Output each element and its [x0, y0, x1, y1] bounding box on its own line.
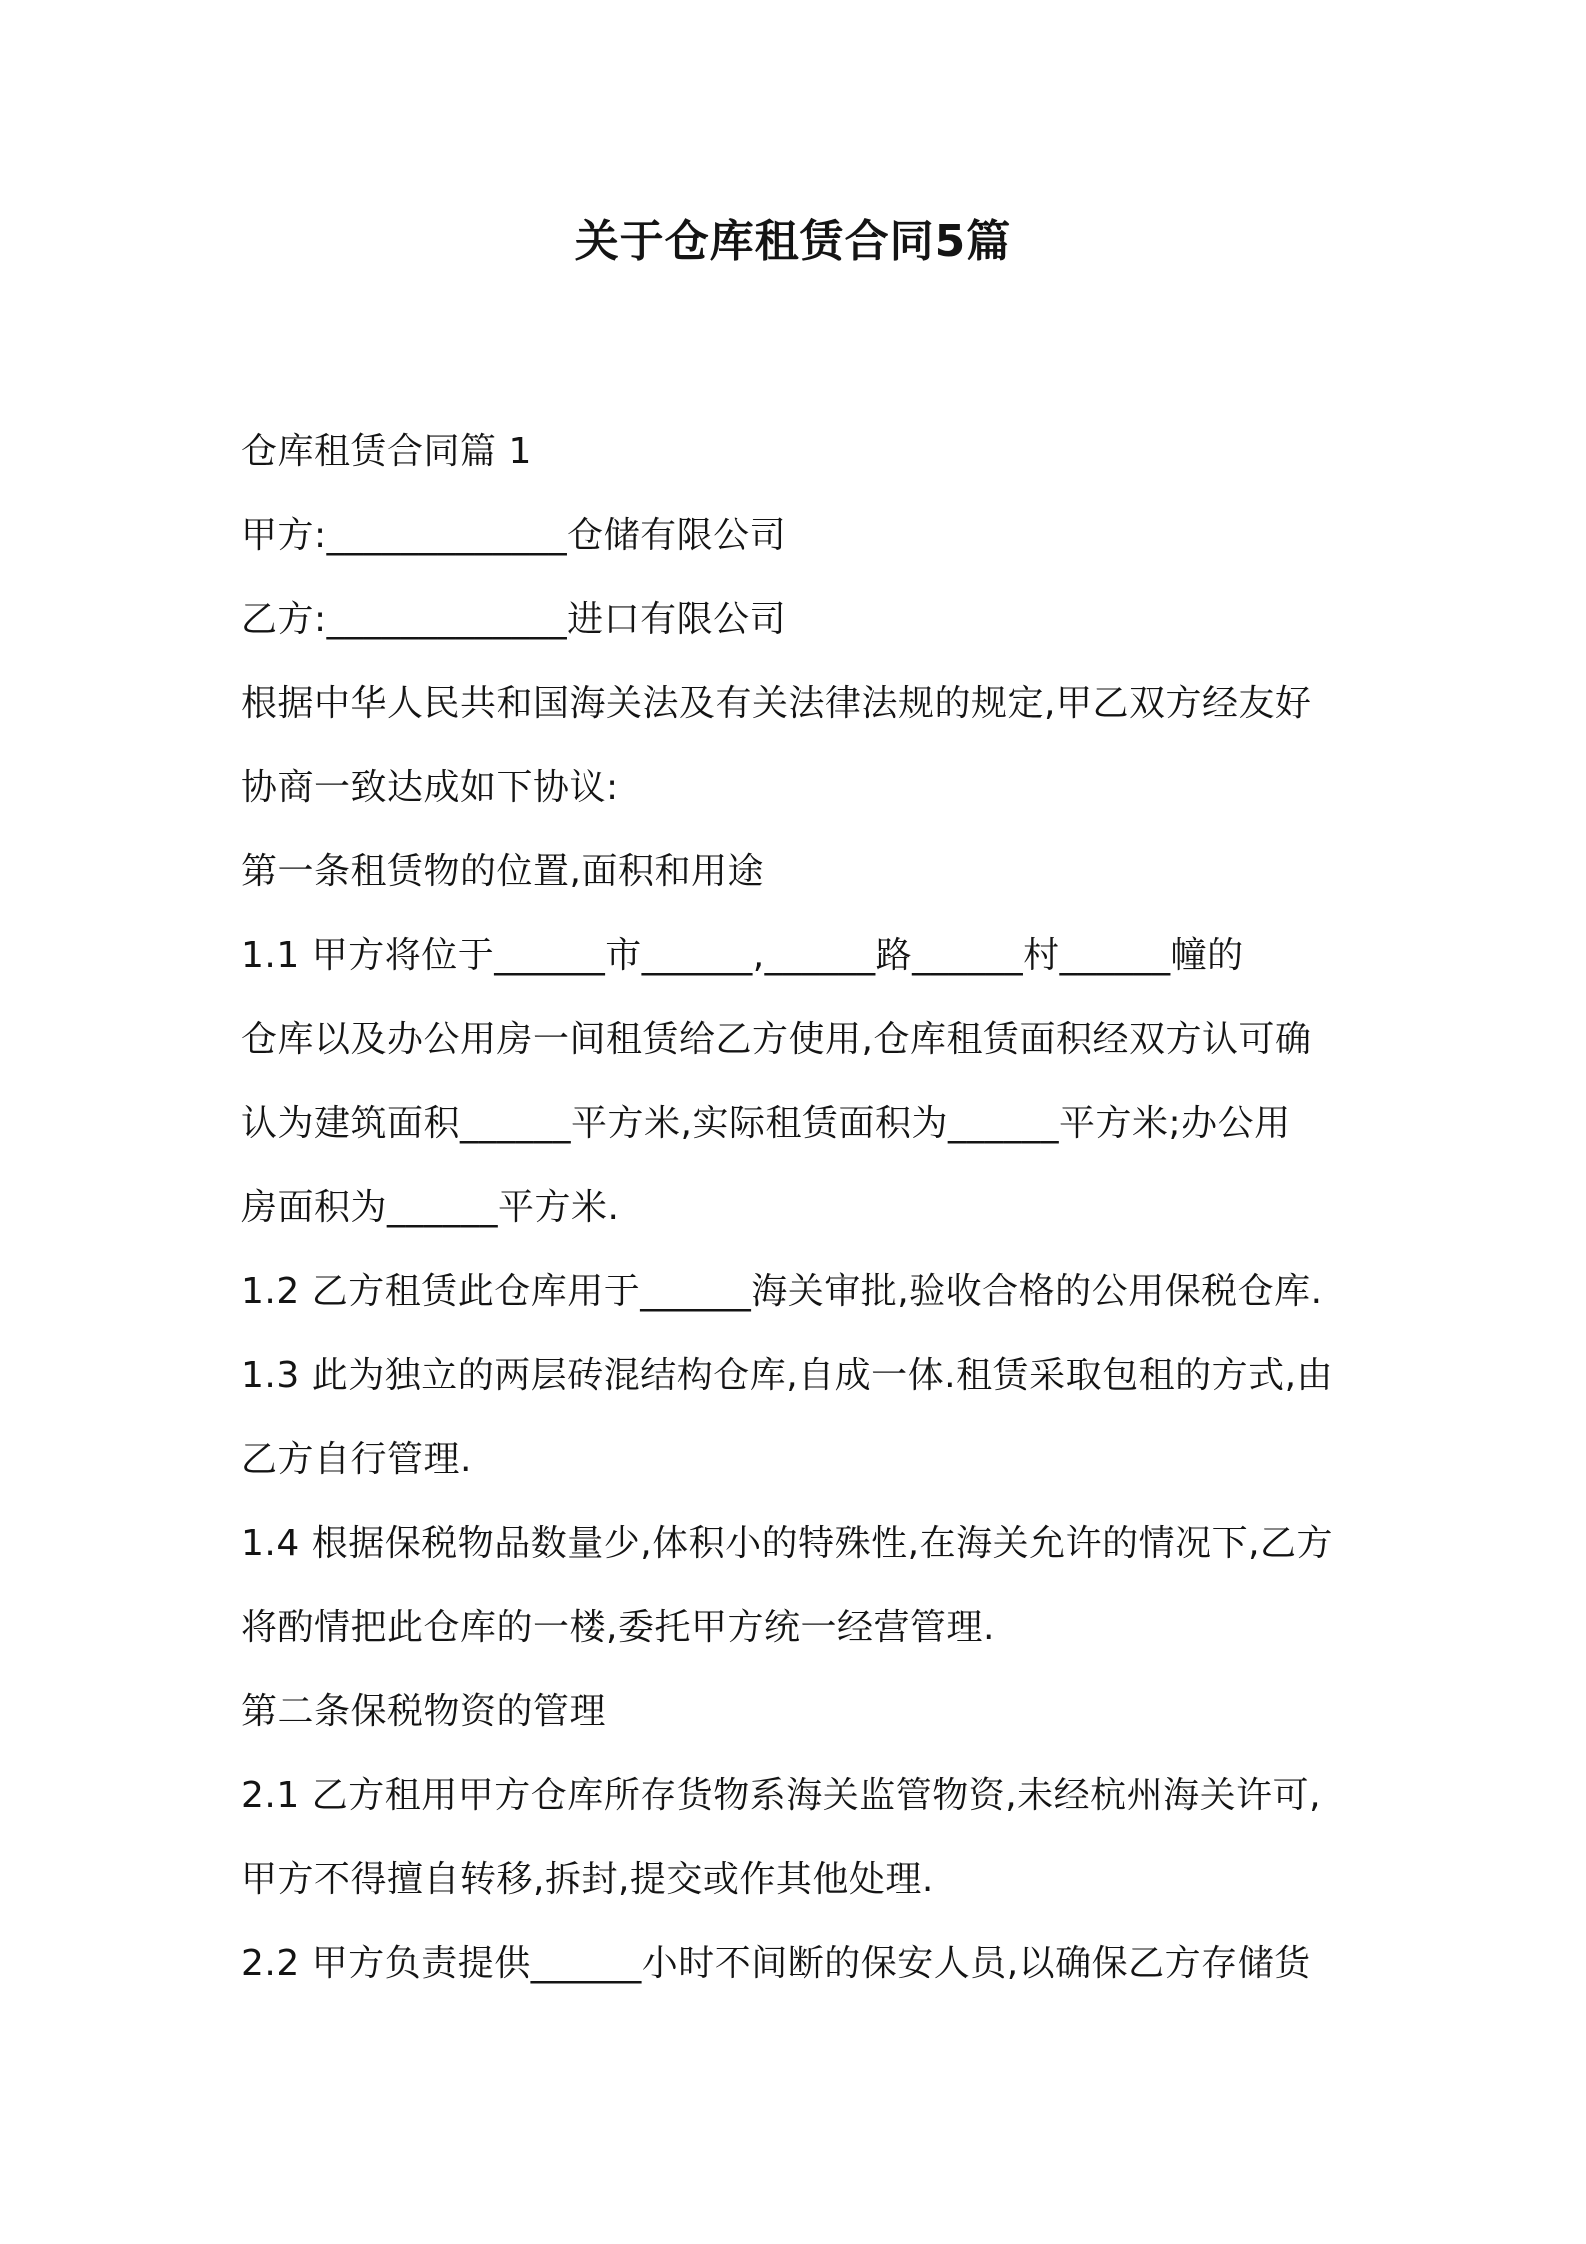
section-heading: 仓库租赁合同篇 1 — [241, 431, 532, 472]
document-body — [241, 410, 1361, 2006]
article-heading: 第二条保税物资的管理 — [241, 1691, 607, 1732]
article-heading: 第一条租赁物的位置,面积和用途 — [241, 851, 764, 892]
paragraph-line: 2.1 乙方租用甲方仓库所存货物系海关监管物资,未经杭州海关许可, — [241, 1775, 1322, 1816]
paragraph-line: 认为建筑面积______平方米,实际租赁面积为______平方米;办公用 — [241, 1103, 1291, 1144]
paragraph-line: 仓库以及办公用房一间租赁给乙方使用,仓库租赁面积经双方认可确 — [241, 1019, 1312, 1060]
paragraph-line: 根据中华人民共和国海关法及有关法律法规的规定,甲乙双方经友好 — [241, 683, 1312, 724]
paragraph-line: 1.4 根据保税物品数量少,体积小的特殊性,在海关允许的情况下,乙方 — [241, 1523, 1334, 1564]
paragraph-line: 1.3 此为独立的两层砖混结构仓库,自成一体.租赁采取包租的方式,由 — [241, 1355, 1334, 1396]
party-b-line: 乙方:_____________进口有限公司 — [241, 599, 787, 640]
document-title: 关于仓库租赁合同5篇 — [574, 216, 1012, 267]
paragraph-line: 甲方不得擅自转移,拆封,提交或作其他处理. — [241, 1859, 934, 1900]
paragraph-line: 1.2 乙方租赁此仓库用于______海关审批,验收合格的公用保税仓库. — [241, 1271, 1323, 1312]
paragraph-line: 将酌情把此仓库的一楼,委托甲方统一经营管理. — [241, 1607, 995, 1648]
paragraph-line: 协商一致达成如下协议: — [241, 767, 619, 808]
paragraph-line: 1.1 甲方将位于______市______,______路______村______幢的 — [241, 935, 1244, 976]
party-a-line: 甲方:_____________仓储有限公司 — [241, 515, 787, 556]
paragraph-line: 2.2 甲方负责提供______小时不间断的保安人员,以确保乙方存储货 — [241, 1943, 1311, 1984]
paragraph-line: 房面积为______平方米. — [241, 1187, 620, 1228]
paragraph-line: 乙方自行管理. — [241, 1439, 472, 1480]
